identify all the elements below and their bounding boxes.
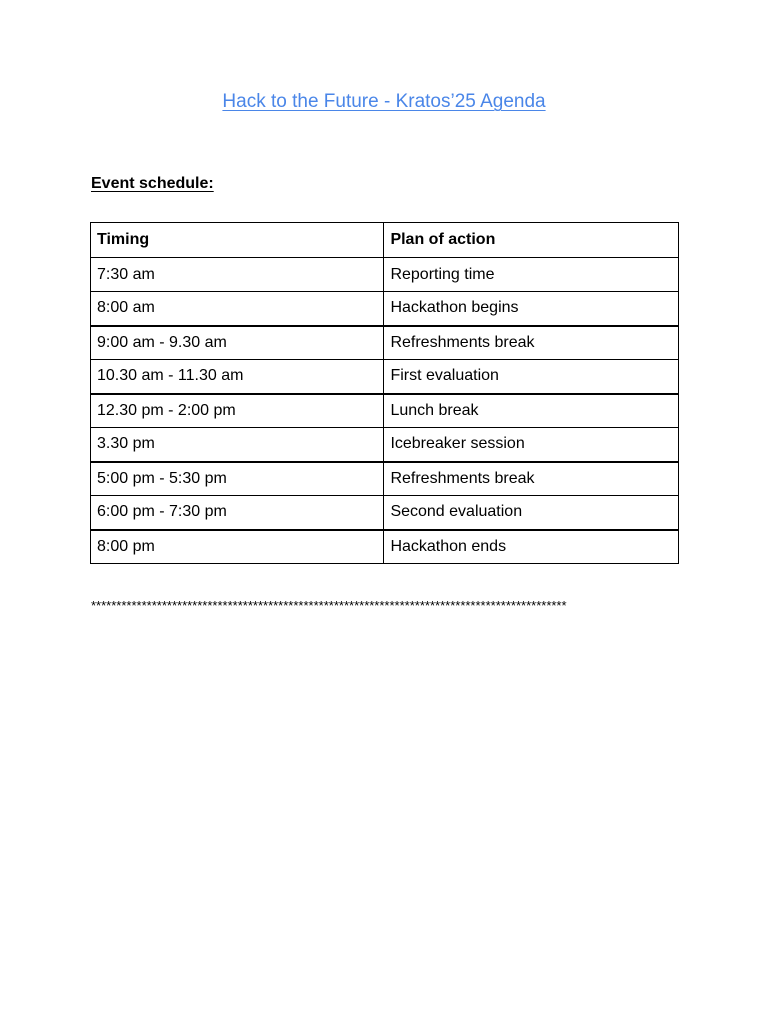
timing-cell: 6:00 pm - 7:30 pm [91, 496, 384, 530]
plan-cell: Icebreaker session [384, 428, 679, 462]
timing-cell: 3.30 pm [91, 428, 384, 462]
table-row [91, 326, 679, 360]
header-plan-of-action: Plan of action [384, 223, 679, 258]
timing-cell: 5:00 pm - 5:30 pm [91, 462, 384, 496]
plan-cell: Hackathon ends [384, 530, 679, 564]
asterisk-separator: ********************************************************************************************** [91, 598, 567, 613]
timing-cell: 9:00 am - 9.30 am [91, 326, 384, 360]
timing-cell: 10.30 am - 11.30 am [91, 360, 384, 394]
page-title: Hack to the Future - Kratos’25 Agenda [222, 91, 546, 112]
timing-cell: 7:30 am [91, 258, 384, 292]
plan-cell: First evaluation [384, 360, 679, 394]
section-heading: Event schedule: [91, 175, 214, 192]
table-row [91, 496, 679, 530]
table-row [91, 428, 679, 462]
plan-cell: Refreshments break [384, 462, 679, 496]
timing-cell: 8:00 pm [91, 530, 384, 564]
table-header-row [91, 223, 679, 258]
plan-cell: Hackathon begins [384, 292, 679, 326]
header-timing: Timing [91, 223, 384, 258]
schedule-table [90, 222, 679, 564]
plan-cell: Reporting time [384, 258, 679, 292]
table-row [91, 258, 679, 292]
table-row [91, 462, 679, 496]
plan-cell: Refreshments break [384, 326, 679, 360]
table-row [91, 360, 679, 394]
plan-cell: Lunch break [384, 394, 679, 428]
timing-cell: 12.30 pm - 2:00 pm [91, 394, 384, 428]
table-row [91, 530, 679, 564]
table-row [91, 394, 679, 428]
timing-cell: 8:00 am [91, 292, 384, 326]
plan-cell: Second evaluation [384, 496, 679, 530]
table-row [91, 292, 679, 326]
